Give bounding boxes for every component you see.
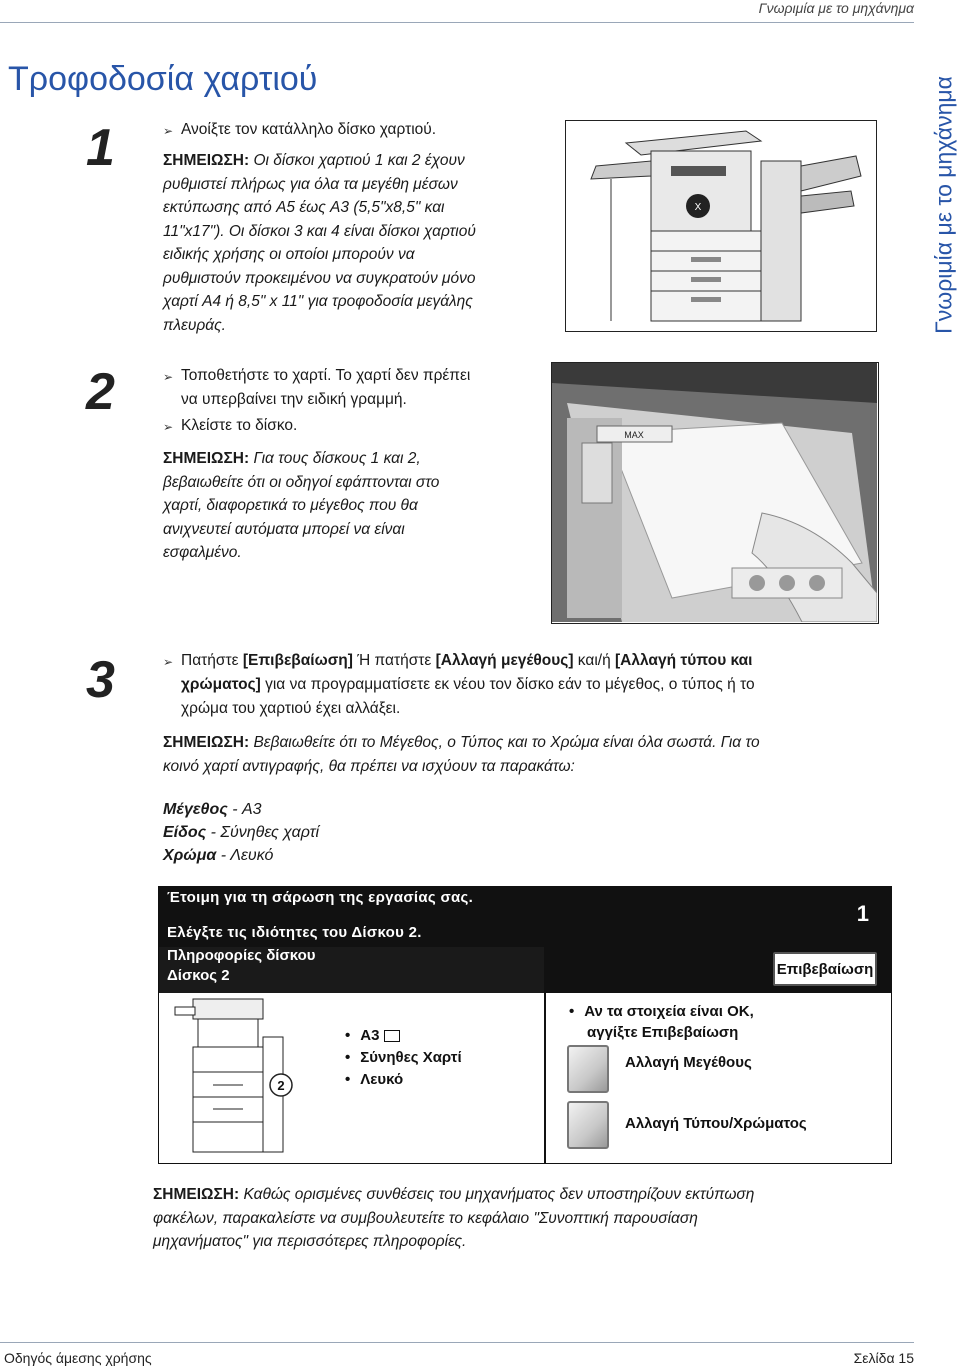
text-line: Τοποθετήστε το χαρτί. Το χαρτί δεν πρέπει [181, 367, 471, 384]
arrow-bullet-icon: ➢ [163, 124, 174, 138]
note-line: Για τους δίσκους 1 και 2, [253, 450, 421, 467]
step-1-bullet-text: Ανοίξτε τον κατάλληλο δίσκο χαρτιού. [181, 121, 437, 138]
note-line: Βεβαιωθείτε ότι το Μέγεθος, ο Τύπος και το Χρώμα είναι όλα σωστά. Για το [253, 734, 760, 751]
note-label: ΣΗΜΕΙΩΣΗ: [163, 450, 250, 467]
arrow-bullet-icon: ➢ [163, 370, 174, 384]
step-2-bullet-2-text: Κλείστε το δίσκο. [181, 417, 298, 434]
prop-value: - Λευκό [216, 847, 274, 864]
change-type-ref: [Αλλαγή τύπου και [615, 652, 753, 669]
tray-color: • Λευκό [345, 1069, 462, 1091]
arrow-bullet-icon: ➢ [163, 420, 174, 434]
screen-divider [544, 993, 546, 1163]
tray-info-title: Πληροφορίες δίσκου [167, 947, 316, 964]
tray-size-value: A3 [360, 1027, 380, 1044]
step-2-bullet-2 [163, 414, 553, 439]
note-line: χαρτί A4 ή 8,5" x 11" για τροφοδοσία μεγάλης [163, 293, 473, 310]
prop-key: Χρώμα [163, 847, 217, 864]
note-line: ειδικής χρήσης οι οποίοι μπορούν να [163, 246, 415, 263]
step-number-3: 3 [86, 651, 115, 709]
note-line: ρυθμιστεί πλήρως για όλα τα μεγέθη μέσων [163, 175, 458, 193]
prop-color [163, 844, 893, 867]
text: Ή πατήστε [352, 652, 436, 669]
hint-line-2: αγγίξτε Επιβεβαίωση [587, 1024, 739, 1041]
paper-tray-icon [552, 363, 877, 622]
tray-properties-list [345, 1025, 462, 1091]
step-1-note [163, 149, 563, 337]
confirm-hint [569, 1001, 754, 1043]
prop-value: - A3 [227, 801, 262, 818]
screen-page-number: 1 [856, 901, 869, 926]
note-line: 11"x17"). Οι δίσκοι 3 και 4 είναι δίσκοι χαρτιού [163, 222, 476, 240]
final-note [153, 1183, 893, 1254]
paper-tray-illustration [551, 362, 879, 624]
side-tab [924, 60, 960, 350]
note-line: εκτύπωσης από A5 έως A3 (5,5"x8,5" και [163, 199, 445, 216]
step-1-text [163, 118, 563, 337]
tray-number-marker: 2 [277, 1078, 285, 1093]
prop-size [163, 798, 893, 821]
tray-info-tray: Δίσκος 2 [167, 967, 230, 984]
note-line: Οι δίσκοι χαρτιού 1 και 2 έχουν [253, 152, 465, 169]
text: και/ή [573, 652, 616, 669]
note-label: ΣΗΜΕΙΩΣΗ: [163, 152, 250, 169]
step-2-bullet-1-text [181, 364, 470, 412]
note-label: ΣΗΜΕΙΩΣΗ: [163, 734, 250, 751]
screen-message-bar [159, 887, 891, 947]
page-title: Τροφοδοσία χαρτιού [8, 60, 318, 98]
screen-message-2: Ελέγξτε τις ιδιότητες του Δίσκου 2. [167, 924, 422, 941]
hint-line-1: • Αν τα στοιχεία είναι OK, [569, 1001, 754, 1022]
confirm-ref: [Επιβεβαίωση] [242, 652, 353, 669]
note-line: ρυθμιστούν προκειμένου να συγκρατούν μόνο [163, 269, 476, 287]
note-line: βεβαιωθείτε ότι οι οδηγοί εφάπτονται στο [163, 473, 440, 491]
confirm-bar [544, 947, 891, 993]
text: για να προγραμματίσετε εκ νέου τον δίσκο εάν το μέγεθος, ο τύπος ή το [260, 676, 755, 693]
note-label: ΣΗΜΕΙΩΣΗ: [153, 1186, 240, 1203]
note-line: χαρτί, διαφορετικά το μέγεθος που θα [163, 497, 418, 514]
paper-orientation-icon [384, 1030, 400, 1042]
note-line: ανιχνευτεί αυτόματα μπορεί να είναι [163, 520, 405, 538]
tray-info-screen [158, 886, 892, 1164]
prop-key: Είδος [163, 824, 207, 841]
tray-type: • Σύνηθες Χαρτί [345, 1047, 462, 1069]
step-2-text [163, 364, 553, 565]
machine-illustration [565, 120, 877, 332]
change-type-ref-cont: χρώματος] [181, 676, 261, 693]
note-line: πλευράς. [163, 316, 226, 334]
step-3-bullet [163, 649, 893, 721]
change-size-ref: [Αλλαγή μεγέθους] [435, 652, 574, 669]
step-3-bullet-text [181, 649, 755, 721]
prop-type [163, 821, 893, 844]
max-line-label: MAX [624, 430, 644, 440]
side-tab-label: Γνωριμία με το μηχάνημα [930, 76, 957, 334]
arrow-bullet-icon: ➢ [163, 655, 174, 669]
footer-page-number: Σελίδα 15 [853, 1350, 914, 1366]
step-3-text [163, 649, 893, 867]
confirm-button[interactable]: Επιβεβαίωση [773, 952, 877, 986]
step-2-note [163, 447, 553, 565]
step-3-note [163, 731, 893, 778]
step-2-bullet-1 [163, 364, 553, 412]
screen-message-1: Έτοιμη για τη σάρωση της εργασίας σας. [167, 889, 474, 906]
note-line: φακέλων, παρακαλείστε να συμβουλευτείτε το κεφάλαιο "Συνοπτική παρουσίαση [153, 1209, 698, 1227]
text: χρώμα του χαρτιού έχει αλλάξει. [181, 700, 401, 717]
svg-text:X: X [694, 202, 702, 213]
prop-value: - Σύνηθες χαρτί [206, 824, 320, 841]
running-header: Γνωριμία με το μηχάνημα [758, 0, 914, 16]
copier-machine-icon [566, 121, 875, 330]
change-size-label: Αλλαγή Μεγέθους [625, 1054, 752, 1071]
step-1-bullet [163, 118, 563, 143]
note-line: μηχανήματος" για περισσότερες πληροφορίες. [153, 1233, 467, 1250]
change-type-color-button[interactable] [567, 1101, 609, 1149]
note-line: κοινό χαρτί αντιγραφής, θα πρέπει να ισχύουν τα παρακάτω: [163, 757, 575, 775]
tray-info-bar [159, 947, 544, 993]
header-rule [0, 22, 914, 23]
change-size-button[interactable] [567, 1045, 609, 1093]
machine-diagram-icon [173, 997, 303, 1159]
text: Πατήστε [181, 652, 243, 669]
step-number-2: 2 [86, 363, 115, 421]
note-line: Καθώς ορισμένες συνθέσεις του μηχανήματος δεν υποστηρίζουν εκτύπωση [243, 1186, 755, 1203]
change-type-color-label: Αλλαγή Τύπου/Χρώματος [625, 1115, 807, 1132]
footer-guide-title: Οδηγός άμεσης χρήσης [4, 1350, 152, 1366]
paper-properties [163, 798, 893, 867]
step-number-1: 1 [86, 119, 115, 177]
prop-key: Μέγεθος [163, 801, 228, 818]
note-line: εσφαλμένο. [163, 544, 242, 561]
footer-rule [0, 1342, 914, 1343]
tray-size [345, 1025, 462, 1047]
text-line: να υπερβαίνει την ειδική γραμμή. [181, 391, 407, 408]
